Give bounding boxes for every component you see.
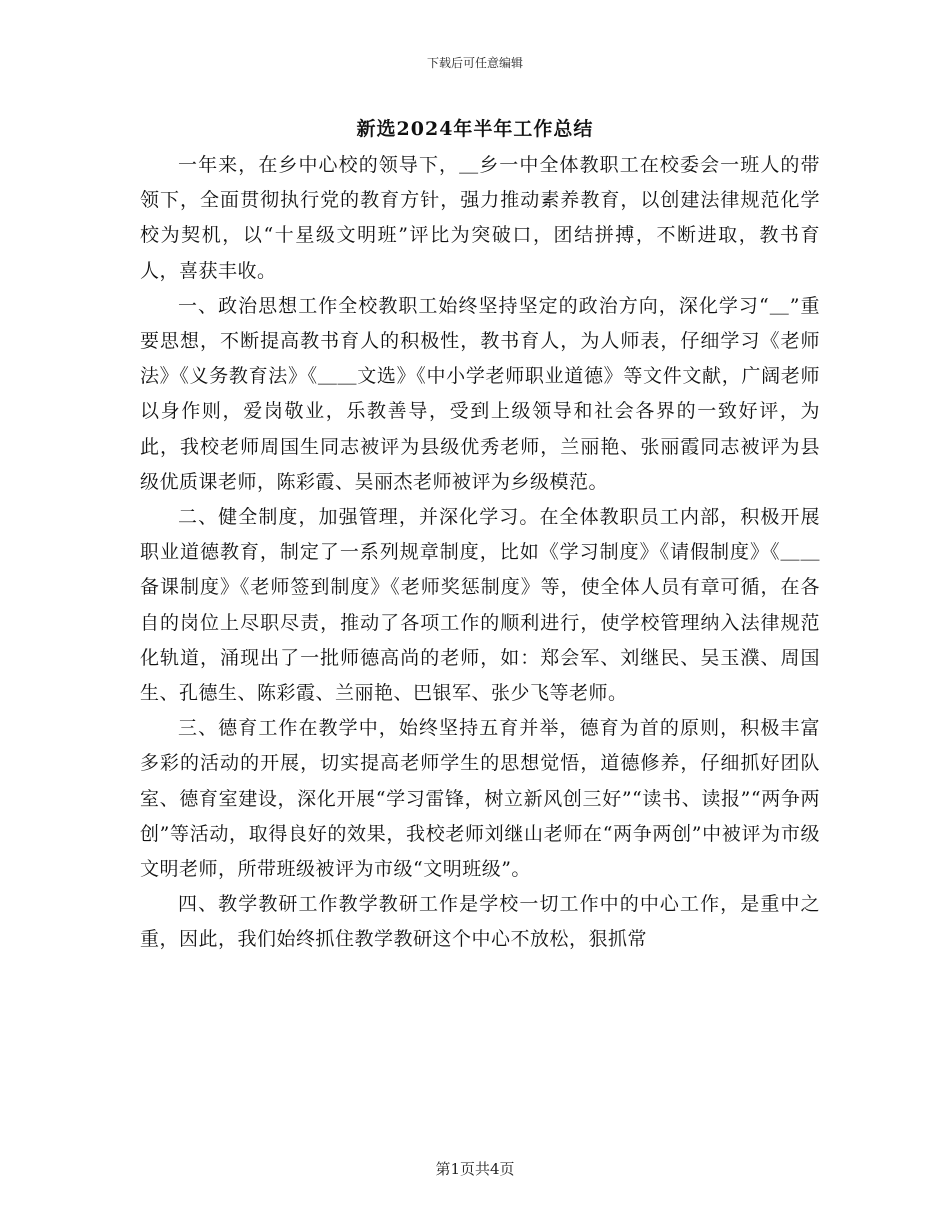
- document-title: 新选2024年半年工作总结: [356, 118, 594, 140]
- paragraph-intro: 一年来，在乡中心校的领导下，＿乡一中全体教职工在校委会一班人的带领下，全面贯彻执行党的教育方针，强力推动素养教育，以创建法律规范化学校为契机，以“十星级文明班”评比为突破口，团结拼搏，不断进取，教书育人，喜获丰收。: [140, 154, 820, 282]
- paragraph-political-work: 一、政治思想工作全校教职工始终坚持坚定的政治方向，深化学习“＿”重要思想，不断提高教书育人的积极性，教书育人，为人师表，仔细学习《老师法》《义务教育法》《＿＿文选》《中小学老师职业道德》等文件文献，广阔老师以身作则，爱岗敬业，乐教善导，受到上级领导和社会各界的一致好评，为此，我校老师周国生同志被评为县级优秀老师，兰丽艳、张丽霞同志被评为县级优质课老师，陈彩霞、吴丽杰老师被评为乡级模范。: [140, 294, 820, 493]
- header-note: 下载后可任意编辑: [426, 56, 523, 70]
- paragraph-system-management: 二、健全制度，加强管理，并深化学习。在全体教职员工内部，积极开展职业道德教育，制定了一系列规章制度，比如《学习制度》《请假制度》《＿＿备课制度》《老师签到制度》《老师奖惩制度》等，使全体人员有章可循，在各自的岗位上尽职尽责，推动了各项工作的顺利进行，使学校管理纳入法律规范化轨道，涌现出了一批师德高尚的老师，如：郑会军、刘继民、吴玉濮、周国生、孔德生、陈彩霞、兰丽艳、巴银军、张少飞等老师。: [140, 506, 820, 705]
- document-body: [140, 148, 820, 958]
- page-number: 第1页共4页: [435, 1160, 515, 1178]
- paragraph-teaching-research: 四、教学教研工作教学教研工作是学校一切工作中的中心工作，是重中之重，因此，我们始终抓住教学教研这个中心不放松，狠抓常: [140, 893, 820, 951]
- paragraph-moral-education: 三、德育工作在教学中，始终坚持五育并举，德育为首的原则，积极丰富多彩的活动的开展，切实提高老师学生的思想觉悟，道德修养，仔细抓好团队室、德育室建设，深化开展“学习雷锋，树立新风创三好”“读书、读报”“两争两创”等活动，取得良好的效果，我校老师刘继山老师在“两争两创”中被评为市级文明老师，所带班级被评为市级“文明班级”。: [140, 717, 820, 881]
